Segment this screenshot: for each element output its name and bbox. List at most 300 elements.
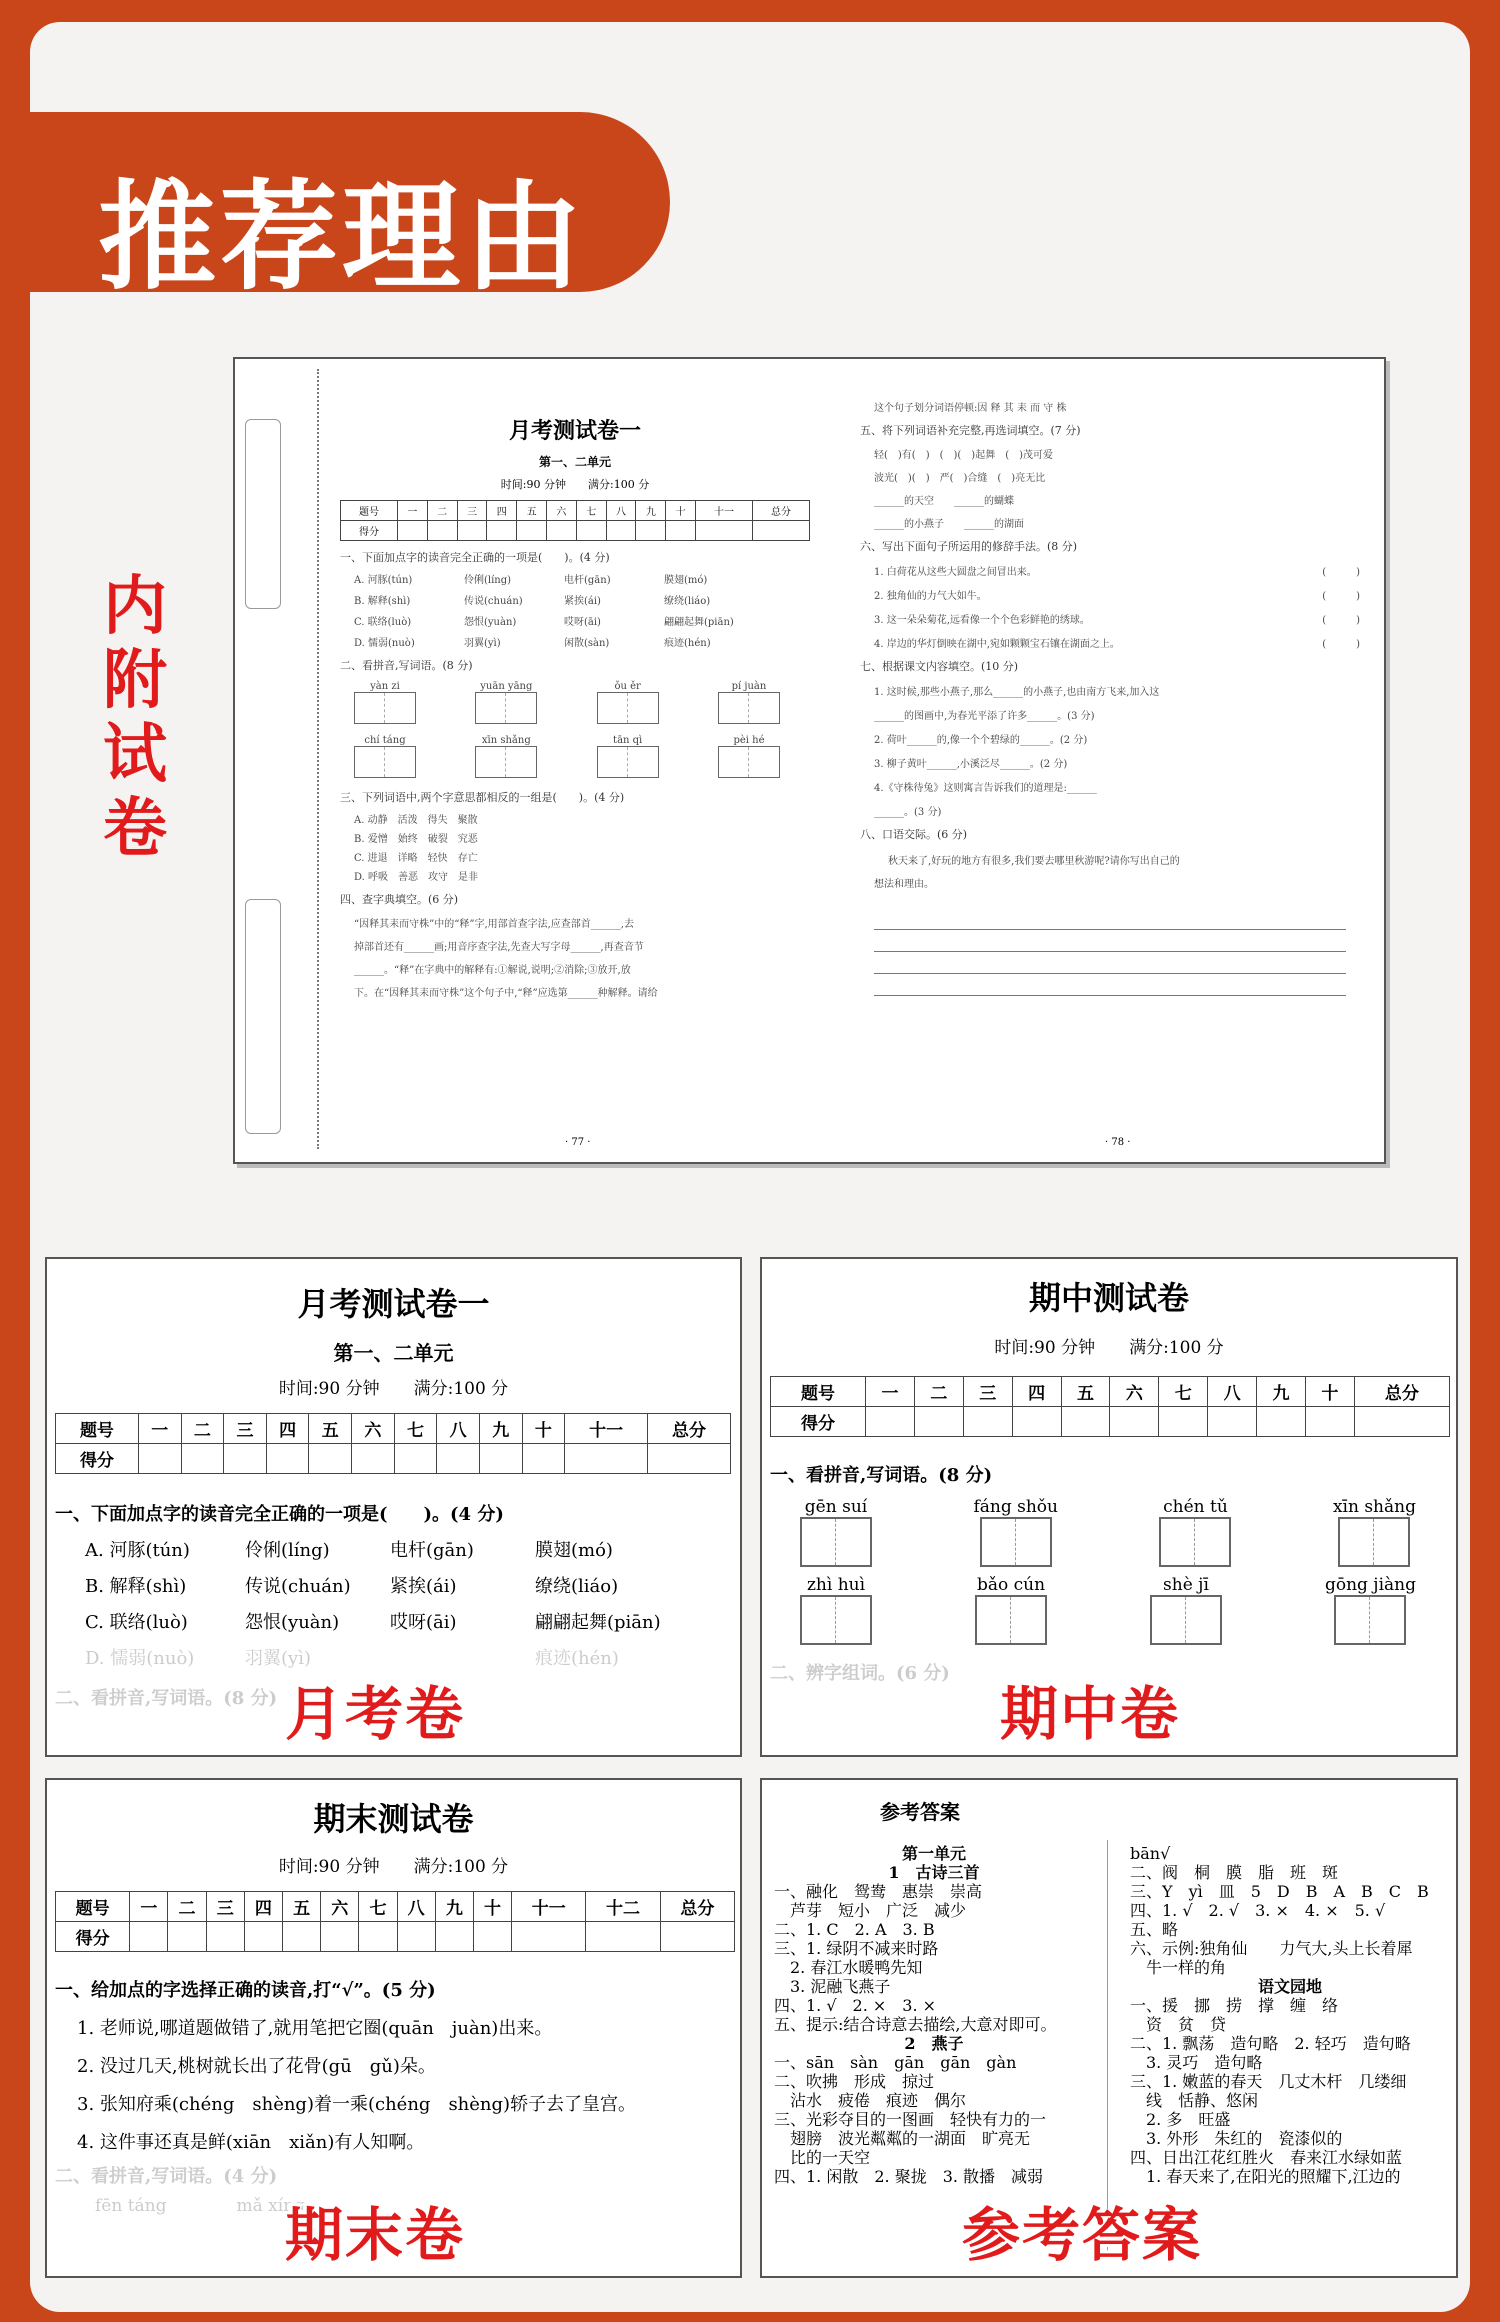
- monthly-header-cell: 三: [224, 1414, 267, 1444]
- answer-line: 翅膀 波光粼粼的一湖面 旷亮无: [774, 2129, 1031, 2148]
- monthly-header-cell: 十一: [565, 1414, 648, 1444]
- monthly-option: D. 懦弱(nuò): [85, 1648, 195, 1669]
- spread-write-grid: [354, 746, 416, 778]
- final-header-cell: 四: [244, 1892, 282, 1922]
- spread-q6-text: 1. 白荷花从这些大圆盘之间冒出来。: [874, 567, 1037, 578]
- card-mid-q1: 一、看拼音,写词语。(8 分): [770, 1465, 993, 1486]
- monthly-header-cell: 二: [181, 1414, 224, 1444]
- final-score-cell: [397, 1922, 435, 1952]
- spread-header-cell: 四: [487, 501, 517, 521]
- mid-pinyin-block: [1325, 1575, 1416, 1647]
- answer-line: 四、日出江花红胜火 春来江水绿如蓝: [1130, 2148, 1403, 2167]
- spread-q6-text: 4. 岸边的华灯倒映在湖中,宛如颗颗宝石镶在湖面之上。: [874, 639, 1120, 650]
- spread-q6-answer: ( ): [1322, 615, 1360, 626]
- spread-q7: 七、根据课文内容填空。(10 分): [860, 660, 1019, 673]
- spread-option: 传说(chuán): [464, 596, 523, 607]
- spread-score-cell: [397, 521, 427, 541]
- monthly-option: 翩翩起舞(piān): [535, 1612, 661, 1633]
- monthly-option: B. 解释(shì): [85, 1576, 187, 1597]
- card-monthly-score-table: [55, 1413, 731, 1474]
- spread-option: C. 联络(luò): [354, 617, 412, 628]
- mid-header-cell: 一: [866, 1377, 915, 1407]
- final-item: 3. 张知府乘(chéng shèng)着一乘(chéng shèng)轿子去了皇宫。: [77, 2094, 637, 2115]
- cut-line: [317, 369, 319, 1149]
- mid-pinyin-text: gēn suí: [804, 1497, 868, 1517]
- spread-q7-item: 2. 荷叶______的,像一个个碧绿的______。(2 分): [874, 735, 1088, 746]
- spread-q8-lines: [874, 908, 1346, 996]
- card-answers-title: 参考答案: [880, 1800, 960, 1824]
- monthly-option: 电杆(gān): [390, 1540, 474, 1561]
- final-item: 1. 老师说,哪道题做错了,就用笔把它圈(quān juàn)出来。: [77, 2018, 553, 2039]
- monthly-header-cell: 八: [437, 1414, 480, 1444]
- mid-write-grid: [975, 1595, 1047, 1645]
- spread-option: 哎呀(āi): [564, 617, 601, 628]
- answer-line: 一、融化 鸳鸯 惠崇 崇高: [774, 1882, 983, 1901]
- card-mid-q2: 二、辨字组词。(6 分): [770, 1663, 950, 1684]
- answer-line: 五、提示:结合诗意去描绘,大意对即可。: [774, 2015, 1057, 2034]
- answer-line: 五、略: [1130, 1920, 1179, 1939]
- spread-write-grid: [718, 746, 780, 778]
- mid-pinyin-block: [973, 1497, 1058, 1569]
- answer-line: 四、1. 闲散 2. 聚拢 3. 散播 减弱: [774, 2167, 1044, 2186]
- card-final-title: 期末测试卷: [313, 1800, 474, 1838]
- spread-q6-items: [860, 563, 1360, 650]
- spread-page-number-right: · 78 ·: [1105, 1137, 1131, 1148]
- monthly-score-cell: [479, 1444, 522, 1474]
- final-item: 4. 这件事还真是鲜(xiān xiǎn)有人知啊。: [77, 2132, 425, 2153]
- answer-line: 牛一样的角: [1130, 1958, 1227, 1977]
- mid-pinyin-text: bǎo cún: [976, 1575, 1046, 1595]
- monthly-score-cell: [309, 1444, 352, 1474]
- spread-q6-answer: ( ): [1322, 567, 1360, 578]
- card-mid-title: 期中测试卷: [1028, 1279, 1189, 1317]
- mid-pinyin-text: fáng shǒu: [973, 1497, 1058, 1517]
- final-header-cell: 十: [473, 1892, 511, 1922]
- mid-pinyin-text: chén tǔ: [1163, 1497, 1228, 1517]
- spread-q6: 六、写出下面句子所运用的修辞手法。(8 分): [860, 540, 1078, 553]
- spread-q1: 一、下面加点字的读音完全正确的一项是( )。(4 分): [340, 551, 610, 564]
- mid-header-cell: 七: [1159, 1377, 1208, 1407]
- spread-q4: 四、查字典填空。(6 分): [340, 893, 459, 906]
- spread-q8-text: 秋天来了,好玩的地方有很多,我们要去哪里秋游呢?请你写出自己的: [888, 856, 1180, 867]
- spread-option: A. 河豚(tún): [354, 575, 413, 586]
- spread-option: B. 解释(shì): [354, 596, 411, 607]
- answer-line: 六、示例:独角仙 力气大,头上长着犀: [1130, 1939, 1413, 1958]
- spread-pinyin-item: [475, 681, 537, 727]
- card-answers-label: 参考答案: [962, 2201, 1203, 2269]
- monthly-score-cell: [394, 1444, 437, 1474]
- spread-header-cell: 六: [546, 501, 576, 521]
- spread-option: 闲散(sàn): [564, 638, 610, 649]
- answer-line: 3. 外形 朱红的 瓷漆似的: [1130, 2129, 1343, 2148]
- mid-pinyin-block: [1159, 1497, 1231, 1569]
- spread-q7-item: 4.《守株待兔》这则寓言告诉我们的道理是:______: [874, 783, 1097, 794]
- mid-score-cell: [1305, 1407, 1354, 1437]
- spread-q6-answer: ( ): [1322, 639, 1360, 650]
- spread-q3: 三、下列词语中,两个字意思都相反的一组是( )。(4 分): [340, 791, 625, 804]
- spread-write-grid: [597, 746, 659, 778]
- final-header-cell: 一: [130, 1892, 168, 1922]
- mid-score-cell: [1012, 1407, 1061, 1437]
- mid-header-cell: 总分: [1354, 1377, 1449, 1407]
- final-score-cell: 得分: [56, 1922, 130, 1952]
- monthly-option-row: [85, 1608, 740, 1634]
- spread-pinyin-text: tān qì: [613, 735, 643, 746]
- mid-pinyin-text: shè jī: [1163, 1575, 1209, 1595]
- spread-header-cell: 九: [636, 501, 666, 521]
- card-final-score-table: [55, 1891, 735, 1952]
- mid-header-cell: 四: [1012, 1377, 1061, 1407]
- spread-write-grid: [597, 692, 659, 724]
- spread-score-cell: [606, 521, 636, 541]
- mid-header-cell: 三: [963, 1377, 1012, 1407]
- spread-page-number-left: · 77 ·: [565, 1137, 591, 1148]
- spread-q5-fill: ______的小燕子 ______的湖面: [874, 519, 1024, 530]
- mid-write-grid: [1159, 1517, 1231, 1567]
- mid-write-grid: [800, 1595, 872, 1645]
- spread-q6-item: [874, 635, 1360, 650]
- answer-line: 一、sān sàn gān gān gàn: [774, 2053, 1017, 2072]
- monthly-score-cell: [437, 1444, 480, 1474]
- monthly-header-cell: 题号: [56, 1414, 139, 1444]
- answer-line: 1 古诗三首: [888, 1863, 980, 1882]
- final-header-cell: 三: [206, 1892, 244, 1922]
- spread-q3-opt-b: B. 爱憎 始终 破裂 究恶: [354, 834, 478, 845]
- spread-pinyin-item: [718, 735, 780, 781]
- monthly-option-row: [85, 1536, 740, 1562]
- mid-pinyin-text: xīn shǎng: [1332, 1497, 1416, 1517]
- mid-score-cell: [1354, 1407, 1449, 1437]
- spread-option: 缭绕(liáo): [664, 596, 711, 607]
- final-header-cell: 题号: [56, 1892, 130, 1922]
- card-final-label: 期末卷: [285, 2201, 466, 2269]
- spread-pinyin-item: [597, 735, 659, 781]
- mid-write-grid: [1150, 1595, 1222, 1645]
- monthly-score-cell: [352, 1444, 395, 1474]
- mid-score-cell: [1061, 1407, 1110, 1437]
- monthly-score-cell: [138, 1444, 181, 1474]
- final-pinyin-text: fēn táng: [95, 2196, 167, 2216]
- spread-score-cell: 得分: [341, 521, 398, 541]
- spread-q3-opt-d: D. 呼吸 善恶 攻守 是非: [354, 872, 479, 883]
- spread-option: 伶俐(líng): [464, 575, 512, 586]
- answer-line: 一、援 挪 捞 撑 缠 络: [1130, 1996, 1339, 2015]
- final-header-cell: 总分: [660, 1892, 734, 1922]
- spread-option: D. 懦弱(nuò): [354, 638, 415, 649]
- spread-option: 电杆(gān): [564, 575, 611, 586]
- answer-line: 二、吹拂 形成 掠过: [774, 2072, 935, 2091]
- mid-score-cell: 得分: [771, 1407, 866, 1437]
- mid-header-cell: 六: [1110, 1377, 1159, 1407]
- spread-header-cell: 题号: [341, 501, 398, 521]
- monthly-option: 怨恨(yuàn): [245, 1612, 340, 1633]
- answer-line: 第一单元: [901, 1844, 966, 1863]
- final-header-cell: 五: [283, 1892, 321, 1922]
- mid-header-cell: 题号: [771, 1377, 866, 1407]
- final-score-cell: [206, 1922, 244, 1952]
- answer-line: 线 恬静、悠闲: [1130, 2091, 1259, 2110]
- card-final-items: [77, 2014, 740, 2154]
- spread-score-table: [340, 500, 810, 541]
- mid-pinyin-block: [800, 1575, 872, 1647]
- monthly-option: 痕迹(hén): [535, 1648, 619, 1669]
- spread-pinyin-row: [340, 735, 810, 781]
- spread-option: 翩翩起舞(piān): [664, 617, 734, 628]
- spread-q5-row: 波光( )( ) 严( )合缝 ( )亮无比: [874, 473, 1046, 484]
- spread-option-row: [354, 592, 810, 607]
- spread-pinyin-item: [597, 681, 659, 727]
- final-score-cell: [130, 1922, 168, 1952]
- final-header-cell: 二: [168, 1892, 206, 1922]
- spread-q8: 八、口语交际。(6 分): [860, 828, 968, 841]
- spread-q7-items: [860, 683, 1360, 818]
- final-header-cell: 八: [397, 1892, 435, 1922]
- spread-q2-pinyin: [340, 681, 810, 781]
- final-score-cell: [244, 1922, 282, 1952]
- binding-note-box: [245, 419, 281, 609]
- monthly-option: C. 联络(luò): [85, 1612, 188, 1633]
- final-score-cell: [660, 1922, 734, 1952]
- monthly-score-cell: [224, 1444, 267, 1474]
- spread-q6-item: [874, 587, 1360, 602]
- answer-line: 3. 灵巧 造句略: [1130, 2053, 1263, 2072]
- answers-left-column: [774, 1844, 1094, 2186]
- mid-header-cell: 八: [1208, 1377, 1257, 1407]
- binding-info-box: [245, 899, 281, 1134]
- spread-q7-item: 1. 这时候,那些小燕子,那么______的小燕子,也由南方飞来,加入这: [874, 687, 1160, 698]
- final-pinyin-text: mǎ xíng: [236, 2196, 306, 2216]
- card-final-q2: 二、看拼音,写词语。(4 分): [55, 2166, 278, 2187]
- spread-score-cell: [546, 521, 576, 541]
- spread-header-cell: 三: [457, 501, 487, 521]
- answer-line: 1. 春天来了,在阳光的照耀下,江边的: [1130, 2167, 1401, 2186]
- mid-write-grid: [800, 1517, 872, 1567]
- spread-pinyin-text: xīn shǎng: [481, 735, 531, 746]
- mid-write-grid: [1338, 1517, 1410, 1567]
- spread-score-cell: [487, 521, 517, 541]
- spread-pinyin-text: chí táng: [364, 735, 406, 746]
- spread-pinyin-text: ǒu ěr: [614, 681, 641, 692]
- final-header-cell: 七: [359, 1892, 397, 1922]
- spread-q6-item: [874, 563, 1360, 578]
- monthly-header-cell: 五: [309, 1414, 352, 1444]
- monthly-option: 缭绕(liáo): [535, 1576, 619, 1597]
- spread-q1-options: [340, 571, 810, 649]
- monthly-option-row: [85, 1572, 740, 1598]
- mid-score-cell: [963, 1407, 1012, 1437]
- answer-line: 2. 春江水暖鸭先知: [774, 1958, 923, 1977]
- spread-pinyin-text: pí juàn: [731, 681, 767, 692]
- spread-right-top: 这个句子划分词语停顿:因 释 其 耒 而 守 株: [874, 403, 1067, 414]
- spread-option: 紧挨(ái): [564, 596, 601, 607]
- monthly-option: 紧挨(ái): [390, 1576, 457, 1597]
- final-header-cell: 十一: [512, 1892, 586, 1922]
- card-monthly-q2: 二、看拼音,写词语。(8 分): [55, 1688, 278, 1709]
- mid-pinyin-block: [1333, 1497, 1416, 1569]
- spread-q4-line: 掉部首还有______画;用音序查字法,先查大写字母______,再查音节: [354, 942, 644, 953]
- mid-pinyin-row: [800, 1497, 1416, 1569]
- monthly-option: 哎呀(āi): [390, 1612, 457, 1633]
- spread-q4-line: 下。在“因释其耒而守株”这个句子中,“释”应选第______种解释。请给: [354, 988, 658, 999]
- mid-score-cell: [1257, 1407, 1306, 1437]
- final-score-cell: [321, 1922, 359, 1952]
- answers-right-column: [1130, 1844, 1450, 2186]
- answer-line: 2. 多 旺盛: [1130, 2110, 1231, 2129]
- answer-line: 2 燕子: [904, 2034, 964, 2053]
- mid-pinyin-text: zhì huì: [806, 1575, 866, 1595]
- mid-pinyin-block: [975, 1575, 1047, 1647]
- answer-line: 比的一天空: [774, 2148, 871, 2167]
- monthly-header-cell: 九: [479, 1414, 522, 1444]
- spread-q6-text: 3. 这一朵朵菊花,远看像一个个色彩鲜艳的绣球。: [874, 615, 1090, 626]
- side-label: 内附试卷: [103, 570, 167, 866]
- card-final-q1: 一、给加点的字选择正确的读音,打“√”。(5 分): [55, 1980, 436, 2001]
- mid-pinyin-block: [800, 1497, 872, 1569]
- spread-q8-text: 想法和理由。: [874, 879, 934, 890]
- answer-line: 三、光彩夺目的一图画 轻快有力的一: [774, 2110, 1047, 2129]
- card-monthly-label: 月考卷: [285, 1680, 466, 1748]
- monthly-header-cell: 七: [394, 1414, 437, 1444]
- spread-option-row: [354, 634, 810, 649]
- card-final: [45, 1778, 742, 2278]
- spread-q5-fill: ______的天空 ______的蝴蝶: [874, 496, 1014, 507]
- monthly-score-cell: [648, 1444, 731, 1474]
- spread-q4-line: ______。“释”在字典中的解释有:①解说,说明;②消除;③放开,放: [354, 965, 631, 976]
- spread-header-cell: 五: [517, 501, 547, 521]
- header-banner: [30, 112, 670, 306]
- mid-score-cell: [1208, 1407, 1257, 1437]
- final-score-cell: [512, 1922, 586, 1952]
- mid-score-cell: [1159, 1407, 1208, 1437]
- card-mid-score-table: [770, 1376, 1450, 1437]
- monthly-option: 传说(chuán): [245, 1576, 351, 1597]
- spread-title: 月考测试卷一: [508, 418, 641, 444]
- spread-score-cell: [696, 521, 753, 541]
- mid-write-grid: [1334, 1595, 1406, 1645]
- answer-line: 三、1. 嫩蓝的春天 几丈木杆 几缕细: [1130, 2072, 1407, 2091]
- spread-score-cell: [517, 521, 547, 541]
- answer-line: 四、1. √ 2. × 3. ×: [774, 1996, 937, 2015]
- answer-line: 二、1. 飘荡 造句略 2. 轻巧 造句略: [1130, 2034, 1411, 2053]
- spread-score-cell: [457, 521, 487, 541]
- spread-header-cell: 十: [666, 501, 696, 521]
- card-monthly: [45, 1257, 742, 1757]
- final-score-cell: [435, 1922, 473, 1952]
- monthly-score-cell: 得分: [56, 1444, 139, 1474]
- monthly-option: A. 河豚(tún): [85, 1540, 190, 1561]
- spread-pinyin-item: [718, 681, 780, 727]
- spread-pinyin-text: yuān yāng: [480, 681, 533, 692]
- answer-line: bān√: [1130, 1844, 1171, 1863]
- answer-line: 二、阀 桐 膜 脂 班 斑: [1130, 1863, 1339, 1882]
- final-score-cell: [586, 1922, 660, 1952]
- spread-q6-item: [874, 611, 1360, 626]
- spread-q5: 五、将下列词语补充完整,再选词填空。(7 分): [860, 424, 1081, 437]
- spread-score-cell: [427, 521, 457, 541]
- monthly-option: 膜翅(mó): [535, 1540, 613, 1561]
- card-monthly-title: 月考测试卷一: [297, 1285, 490, 1323]
- spread-q2: 二、看拼音,写词语。(8 分): [340, 659, 473, 672]
- final-score-cell: [473, 1922, 511, 1952]
- card-mid-label: 期中卷: [1000, 1680, 1181, 1748]
- card-mid-pinyin-grids: [800, 1497, 1416, 1647]
- spread-right-page: [860, 399, 1360, 996]
- mid-score-cell: [866, 1407, 915, 1437]
- banner-title: 推荐理由: [98, 168, 587, 306]
- answer-line: 芦芽 短小 广泛 减少: [774, 1901, 967, 1920]
- monthly-header-cell: 四: [266, 1414, 309, 1444]
- mid-header-cell: 九: [1257, 1377, 1306, 1407]
- spread-pinyin-item: [354, 681, 416, 727]
- monthly-header-cell: 总分: [648, 1414, 731, 1444]
- spread-subtitle: 第一、二单元: [538, 455, 611, 469]
- spread-header-cell: 十一: [696, 501, 753, 521]
- spread-pinyin-text: yàn zi: [370, 681, 400, 692]
- answer-line: 三、1. 绿阴不减来时路: [774, 1939, 939, 1958]
- spread-option: 痕迹(hén): [664, 638, 711, 649]
- answer-line: 3. 泥融飞燕子: [774, 1977, 891, 1996]
- final-score-cell: [359, 1922, 397, 1952]
- card-midterm: [760, 1257, 1458, 1757]
- mid-write-grid: [980, 1517, 1052, 1567]
- final-score-cell: [168, 1922, 206, 1952]
- mid-score-cell: [914, 1407, 963, 1437]
- spread-option-row: [354, 613, 810, 628]
- spread-write-grid: [475, 692, 537, 724]
- mid-pinyin-row: [800, 1575, 1416, 1647]
- answer-line: 沾水 疲倦 痕迹 偶尔: [774, 2091, 967, 2110]
- monthly-score-cell: [522, 1444, 565, 1474]
- monthly-score-cell: [266, 1444, 309, 1474]
- card-monthly-subtitle: 第一、二单元: [333, 1341, 454, 1365]
- card-answers: [760, 1778, 1458, 2278]
- spread-option: 羽翼(yì): [464, 638, 501, 649]
- exam-spread: [233, 357, 1386, 1164]
- spread-q7-item: ______。(3 分): [874, 807, 942, 818]
- spread-left-page: [340, 379, 810, 999]
- final-header-cell: 十二: [586, 1892, 660, 1922]
- spread-pinyin-row: [340, 681, 810, 727]
- mid-header-cell: 二: [914, 1377, 963, 1407]
- spread-q7-item: 3. 柳子黄叶______,小溪泛尽______。(2 分): [874, 759, 1068, 770]
- answer-line: 三、Y yì 皿 5 D B A B C B: [1130, 1882, 1429, 1901]
- spread-header-cell: 二: [427, 501, 457, 521]
- spread-pinyin-text: pèi hé: [733, 735, 765, 746]
- spread-pinyin-item: [475, 735, 537, 781]
- spread-header-cell: 一: [397, 501, 427, 521]
- monthly-header-cell: 十: [522, 1414, 565, 1444]
- mid-pinyin-text: gōng jiàng: [1324, 1575, 1416, 1595]
- final-score-cell: [283, 1922, 321, 1952]
- spread-write-grid: [718, 692, 780, 724]
- spread-q6-text: 2. 独角仙的力气大如牛。: [874, 591, 987, 602]
- spread-option: 膜翅(mó): [664, 575, 708, 586]
- binding-strip: [245, 419, 281, 1139]
- final-header-cell: 六: [321, 1892, 359, 1922]
- spread-header-cell: 八: [606, 501, 636, 521]
- spread-q4-line: “因释其耒而守株”中的“释”字,用部首查字法,应查部首______,去: [354, 919, 634, 930]
- monthly-option: 羽翼(yì): [245, 1648, 311, 1669]
- card-final-time: 时间:90 分钟 满分:100 分: [278, 1857, 509, 1877]
- spread-header-cell: 七: [576, 501, 606, 521]
- monthly-header-cell: 六: [352, 1414, 395, 1444]
- mid-score-cell: [1110, 1407, 1159, 1437]
- card-monthly-options: [85, 1536, 740, 1670]
- card-monthly-q1: 一、下面加点字的读音完全正确的一项是( )。(4 分): [55, 1504, 504, 1525]
- spread-option-row: [354, 571, 810, 586]
- spread-q5-row: 轻( )有( ) ( )( )起舞 ( )茂可爱: [874, 450, 1054, 461]
- spread-q6-answer: ( ): [1322, 591, 1360, 602]
